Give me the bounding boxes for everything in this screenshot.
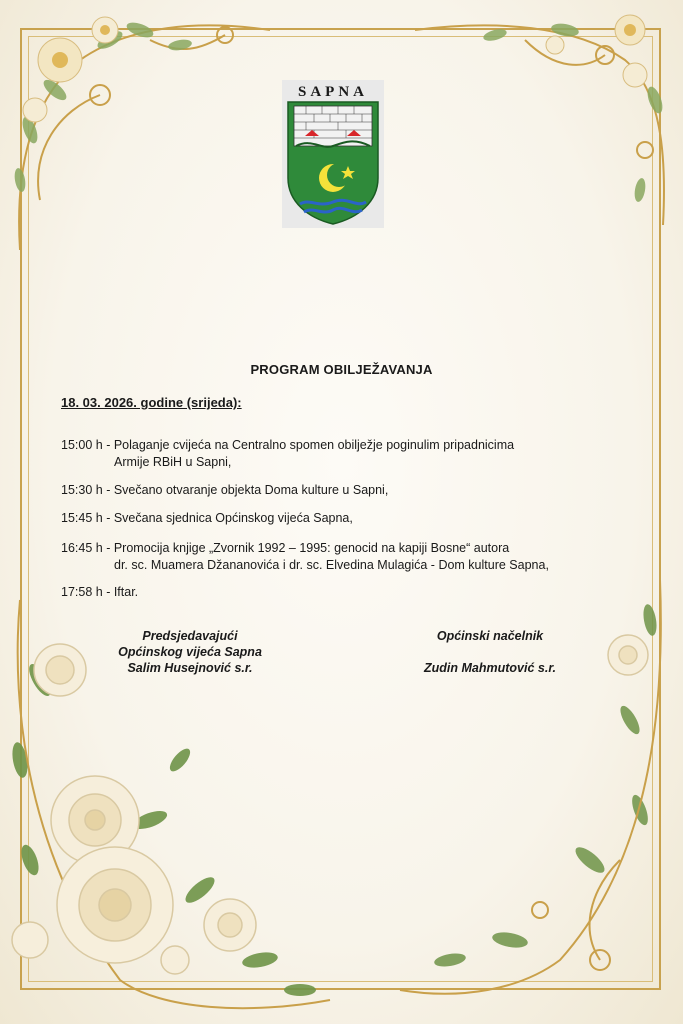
signature-left-body: Općinskog vijeća Sapna xyxy=(118,645,262,659)
program-item: 15:30 h - Svečano otvaranje objekta Doma kulture u Sapni, xyxy=(61,483,389,497)
item-text-cont: Armije RBiH u Sapni, xyxy=(114,455,232,469)
program-title: PROGRAM OBILJEŽAVANJA xyxy=(250,362,433,377)
item-time: 15:00 h xyxy=(61,438,103,452)
sapna-coat-of-arms xyxy=(282,80,384,228)
item-text: Polaganje cvijeća na Centralno spomen obilježje poginulim pripadnicima xyxy=(113,438,515,452)
event-date: 18. 03. 2026. godine (srijeda): xyxy=(61,395,242,410)
item-text-cont: dr. sc. Muamera Džananovića i dr. sc. Elvedina Mulagića - Dom kulture Sapna, xyxy=(114,558,549,572)
program-item: 16:45 h - Promocija knjige „Zvornik 1992 – 1995: genocid na kapiji Bosne“ autora dr. sc. Muamera Džananovića i dr. sc. Elvedina Mulagića - Dom kulture Sapna, xyxy=(61,541,549,572)
program-item: 17:58 h - Iftar. xyxy=(61,585,139,599)
crest-name: SAPNA xyxy=(297,84,369,100)
signature-left-role: Predsjedavajući xyxy=(142,629,238,643)
signature-left xyxy=(95,628,285,676)
item-text: Iftar. xyxy=(113,585,139,599)
signature-right xyxy=(395,628,585,676)
item-time: 17:58 h xyxy=(61,585,103,599)
program-item: 15:45 h - Svečana sjednica Općinskog vijeća Sapna, xyxy=(61,511,353,525)
program-item: 15:00 h - Polaganje cvijeća na Centralno spomen obilježje poginulim pripadnicima Armije RBiH u Sapni, xyxy=(61,438,515,469)
item-text: Promocija knjige „Zvornik 1992 – 1995: genocid na kapiji Bosne“ autora xyxy=(113,541,510,555)
item-text: Svečana sjednica Općinskog vijeća Sapna, xyxy=(113,511,353,525)
signature-right-person: Zudin Mahmutović s.r. xyxy=(424,661,556,675)
item-time: 15:30 h xyxy=(61,483,103,497)
item-time: 16:45 h xyxy=(61,541,103,555)
signature-left-person: Salim Husejnović s.r. xyxy=(127,661,253,675)
item-text: Svečano otvaranje objekta Doma kulture u Sapni, xyxy=(113,483,389,497)
item-time: 15:45 h xyxy=(61,511,103,525)
signature-right-role: Općinski načelnik xyxy=(436,629,544,643)
